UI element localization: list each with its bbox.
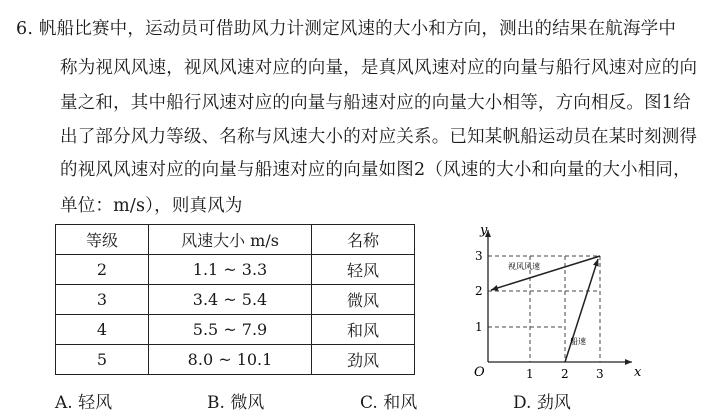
header-speed: 风速大小 m/s — [149, 225, 312, 255]
cell-level: 4 — [56, 315, 149, 345]
choice-c[interactable] — [360, 388, 417, 413]
cell-speed: 3.4 ~ 5.4 — [149, 285, 312, 315]
cell-speed: 8.0 ~ 10.1 — [149, 345, 312, 375]
cell-speed: 5.5 ~ 7.9 — [149, 315, 312, 345]
boat-speed-label: 船速 — [570, 337, 586, 346]
table-row — [56, 285, 415, 315]
cell-name: 和风 — [312, 315, 415, 345]
table-row — [56, 315, 415, 345]
cell-level: 3 — [56, 285, 149, 315]
cell-speed: 1.1 ~ 3.3 — [149, 255, 312, 285]
x-tick-2: 2 — [561, 367, 569, 380]
cell-level: 5 — [56, 345, 149, 375]
y-axis-label: y — [480, 223, 488, 238]
choice-text: 微风 — [230, 393, 265, 413]
choice-letter: D. — [513, 393, 532, 413]
problem-line-3: 量之和，其中船行风速对应的向量与船速对应的向量大小相等，方向相反。图1给 — [60, 93, 691, 113]
problem-line-1 — [16, 18, 676, 40]
choice-b[interactable] — [207, 388, 264, 413]
grid-lines — [488, 256, 600, 362]
table-row — [56, 255, 415, 285]
origin-label: O — [474, 365, 485, 380]
choice-letter: C. — [360, 393, 378, 413]
header-level: 等级 — [56, 225, 149, 255]
x-axis-label: x — [634, 365, 642, 380]
table-row — [56, 345, 415, 375]
boat-speed-vector — [565, 259, 598, 362]
vector-figure — [470, 220, 650, 380]
cell-level: 2 — [56, 255, 149, 285]
problem-line-6: 单位：m/s），则真风为 — [60, 196, 243, 216]
problem-number: 6. — [16, 19, 34, 39]
problem-line-5: 的视风风速对应的向量与船速对应的向量如图2（风速的大小和向量的大小相同， — [60, 160, 691, 180]
choice-letter: A. — [55, 393, 73, 413]
choice-text: 劲风 — [536, 393, 571, 413]
choice-d[interactable] — [513, 388, 571, 413]
apparent-wind-label: 视风风速 — [508, 262, 540, 271]
y-tick-1: 1 — [475, 320, 483, 334]
x-tick-3: 3 — [596, 367, 604, 380]
problem-text-1: 帆船比赛中，运动员可借助风力计测定风速的大小和方向，测出的结果在航海学中 — [38, 19, 677, 39]
y-tick-2: 2 — [475, 284, 483, 298]
wind-scale-table — [55, 224, 415, 375]
table-header-row — [56, 225, 415, 255]
problem-line-4: 出了部分风力等级、名称与风速大小的对应关系。已知某帆船运动员在某时刻测得 — [60, 127, 698, 147]
choice-a[interactable] — [55, 388, 112, 413]
x-tick-1: 1 — [526, 367, 534, 380]
choice-text: 轻风 — [78, 393, 113, 413]
choice-text: 和风 — [383, 393, 418, 413]
header-name: 名称 — [312, 225, 415, 255]
cell-name: 劲风 — [312, 345, 415, 375]
choice-letter: B. — [207, 393, 225, 413]
y-tick-3: 3 — [475, 249, 483, 263]
cell-name: 微风 — [312, 285, 415, 315]
problem-line-2: 称为视风风速，视风风速对应的向量，是真风风速对应的向量与船行风速对应的向 — [60, 58, 698, 78]
cell-name: 轻风 — [312, 255, 415, 285]
